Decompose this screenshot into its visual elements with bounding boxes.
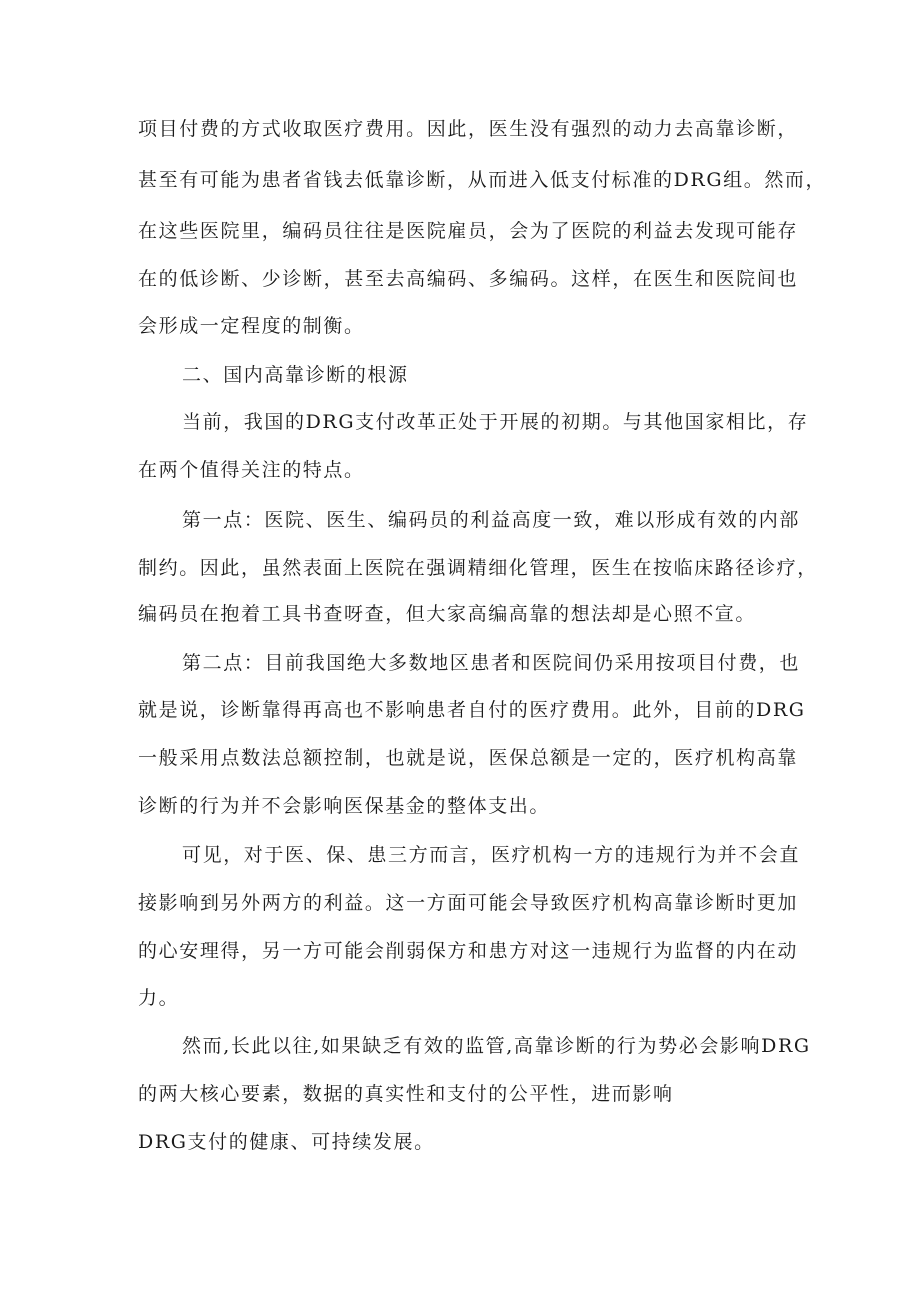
text-line: 甚至有可能为患者省钱去低靠诊断，从而进入低支付标准的DRG组。然而， — [138, 169, 827, 191]
text-line: 可见，对于医、保、患三方而言，医疗机构一方的违规行为并不会直 — [182, 844, 801, 866]
text-line: 项目付费的方式收取医疗费用。因此，医生没有强烈的动力去高靠诊断， — [138, 118, 798, 140]
text-line: 在这些医院里，编码员往往是医院雇员，会为了医院的利益去发现可能存 — [138, 220, 798, 242]
text-line: 然而,长此以往,如果缺乏有效的监管,高靠诊断的行为势必会影响DRG — [182, 1035, 811, 1057]
text-line: 第二点：目前我国绝大多数地区患者和医院间仍采用按项目付费，也 — [182, 652, 801, 674]
text-line: 诊断的行为并不会影响医保基金的整体支出。 — [138, 795, 551, 817]
text-line: 就是说，诊断靠得再高也不影响患者自付的医疗费用。此外，目前的DRG — [138, 699, 806, 721]
text-line: 力。 — [138, 987, 180, 1009]
text-line: 在两个值得关注的特点。 — [138, 459, 365, 481]
text-line: 一般采用点数法总额控制，也就是说，医保总额是一定的，医疗机构高靠 — [138, 747, 798, 769]
text-line: 制约。因此，虽然表面上医院在强调精细化管理，医生在按临床路径诊疗， — [138, 557, 818, 579]
text-line: 接影响到另外两方的利益。这一方面可能会导致医疗机构高靠诊断时更加 — [138, 892, 798, 914]
text-line: 第一点：医院、医生、编码员的利益高度一致，难以形成有效的内部 — [182, 509, 801, 531]
text-line: 的心安理得，另一方可能会削弱保方和患方对这一违规行为监督的内在动 — [138, 940, 798, 962]
text-line: 编码员在抱着工具书查呀查，但大家高编高靠的想法却是心照不宣。 — [138, 603, 757, 625]
text-line: 当前，我国的DRG支付改革正处于开展的初期。与其他国家相比，存 — [182, 411, 809, 433]
section-heading: 二、国内高靠诊断的根源 — [182, 364, 409, 386]
text-line: 的两大核心要素，数据的真实性和支付的公平性，进而影响 — [138, 1083, 674, 1105]
text-line: 在的低诊断、少诊断，甚至去高编码、多编码。这样，在医生和医院间也 — [138, 268, 798, 290]
text-line: 会形成一定程度的制衡。 — [138, 315, 365, 337]
text-line: DRG支付的健康、可持续发展。 — [138, 1131, 435, 1153]
